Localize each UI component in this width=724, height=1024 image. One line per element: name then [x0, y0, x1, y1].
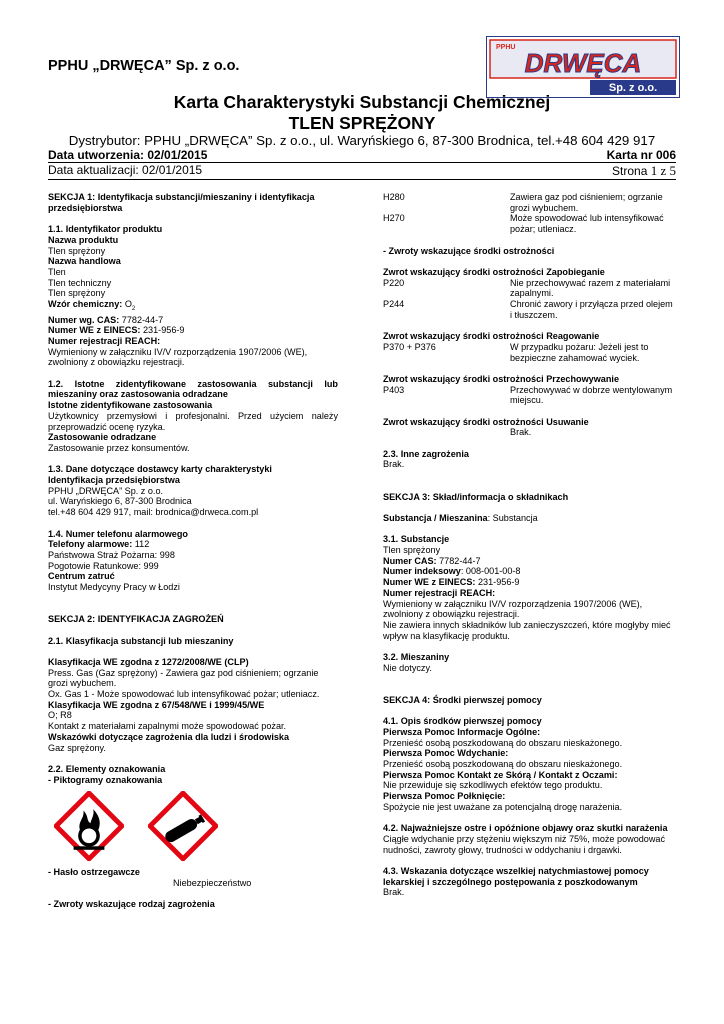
field-label: Zwrot wskazujący środki ostrożności Reagowanie [383, 331, 600, 342]
field-label: Wskazówki dotyczące zagrożenia dla ludzi i środowiska [48, 731, 290, 742]
field-label: Pierwsza Pomoc Połknięcie: [383, 791, 506, 802]
subsection-heading: 4.1. Opis środków pierwszej pomocy [383, 716, 542, 727]
company-name: PPHU „DRWĘCA” Sp. z o.o. [48, 58, 240, 74]
creation-row [48, 148, 676, 162]
field-value: Instytut Medycyny Pracy w Łodzi [48, 582, 180, 593]
page-indicator: Strona 1 z 5 [612, 163, 676, 178]
update-date: Data aktualizacji: 02/01/2015 [48, 163, 203, 177]
flame-over-circle-icon [54, 791, 124, 861]
subsection-heading: 1.3. Dane dotyczące dostawcy karty charakterystyki [48, 464, 272, 475]
field-value: Gaz sprężony. [48, 742, 106, 753]
field-value: Tlen sprężony [48, 245, 106, 256]
field-label: Nazwa produktu [48, 234, 119, 245]
cas-row: Numer wg. CAS: 7782-44-7 [48, 314, 164, 325]
precaution-row: P370 + P376 W przypadku pożaru: Jeżeli jest to bezpieczne zahamować wyciek. [383, 341, 649, 363]
field-label: - Zwroty wskazujące rodzaj zagrożenia [48, 899, 215, 910]
field-value: Spożycie nie jest uważane za potencjalną drogę narażenia. [383, 801, 623, 812]
field-value: Brak. [383, 459, 405, 470]
einecs-row: Numer WE z EINECS: 231-956-9 [48, 325, 185, 336]
field-value: Ciągłe wdychanie przy stężeniu większym niż 75%, może powodować nudności, zawroty głowy, trudności w oddychaniu i drgawki. [383, 833, 666, 855]
field-label: Zastosowanie odradzane [48, 432, 157, 443]
subsection-heading: 1.4. Numer telefonu alarmowego [48, 528, 188, 539]
subsection-heading: 4.3. Wskazania dotyczące wszelkiej natychmiastowej pomocy lekarskiej i szczególnego postępowania z poszkodowanym [383, 866, 649, 887]
formula-row: Wzór chemiczny: $O_2$ [48, 299, 136, 312]
hazard-statement-row: H270 Może spowodować lub intensyfikować pożar; utleniacz. [383, 213, 664, 235]
phones-row: Telefony alarmowe: 112 [48, 539, 150, 550]
field-value: Brak. [383, 887, 405, 898]
field-value: Tlen sprężony [383, 545, 441, 556]
precaution-row: P244 Chronić zawory i przyłącza przed olejem i tłuszczem. [383, 299, 673, 320]
section-1-heading: SEKCJA 1: Identyfikacja substancji/mieszaniny i identyfikacja przedsiębiorstwa [48, 192, 315, 213]
precaution-row: P403 Przechowywać w dobrze wentylowanym miejscu. [383, 384, 673, 406]
field-value: Nie przewiduje się szkodliwych efektów tego produktu. [383, 780, 603, 791]
right-column [383, 192, 675, 898]
creation-date: Data utworzenia: 02/01/2015 [48, 148, 208, 162]
subsection-heading: 2.2. Elementy oznakowania [48, 763, 166, 774]
subsection-heading: 3.2. Mieszaniny [383, 652, 450, 663]
field-value: Pogotowie Ratunkowe: 999 [48, 560, 159, 571]
field-label: Numer rejestracji REACH: [48, 335, 161, 346]
index-row: Numer indeksowy: 008-001-00-8 [383, 566, 521, 577]
field-value: Press. Gas (Gaz sprężony) - Zawiera gaz pod ciśnieniem; ogrzanie grozi wybuchem. [48, 667, 319, 689]
field-label: - Zwroty wskazujące środki ostrożności [383, 245, 555, 256]
field-value: tel.+48 604 429 917, mail: brodnica@drweca.com.pl [48, 507, 259, 518]
field-label: Pierwsza Pomoc Informacje Ogólne: [383, 726, 541, 737]
svg-text:PPHU: PPHU [496, 44, 516, 51]
precaution-row: P220 Nie przechowywać razem z materiałami zapalnymi. [383, 277, 671, 299]
precaution-row: Brak. [510, 427, 532, 438]
field-value: Ox. Gas 1 - Może spowodować lub intensyfikować pożar; utleniacz. [48, 689, 320, 700]
substance-row: Substancja / Mieszanina: Substancja [383, 512, 538, 523]
subsection-heading: 3.1. Substancje [383, 534, 450, 545]
field-value: ul. Waryńskiego 6, 87-300 Brodnica [48, 496, 192, 507]
field-value: Państwowa Straż Pożarna: 998 [48, 549, 175, 560]
field-value: Wymieniony w załączniku IV/V rozporządzenia 1907/2006 (WE), zwolniony z obowiązku rejestracji. [383, 598, 643, 620]
field-label: Pierwsza Pomoc Kontakt ze Skórą / Kontakt z Oczami: [383, 769, 618, 780]
subsection-heading: 2.1. Klasyfikacja substancji lub mieszaniny [48, 635, 234, 646]
field-label: Zwrot wskazujący środki ostrożności Przechowywanie [383, 373, 620, 384]
svg-text:Sp. z o.o.: Sp. z o.o. [608, 82, 658, 94]
field-value: O; R8 [48, 710, 72, 721]
field-label: Klasyfikacja WE zgodna z 1272/2008/WE (CLP) [48, 656, 249, 667]
header-divider [48, 179, 676, 180]
document-title: Karta Charakterystyki Substancji Chemicznej [173, 92, 551, 112]
field-label: Zwrot wskazujący środki ostrożności Zapobieganie [383, 266, 605, 277]
ghs-pictograms [54, 791, 338, 861]
field-label: Zwrot wskazujący środki ostrożności Usuwanie [383, 416, 589, 427]
subsection-heading: 2.3. Inne zagrożenia [383, 448, 469, 459]
field-label: Pierwsza Pomoc Wdychanie: [383, 748, 509, 759]
field-value: Nie dotyczy. [383, 662, 432, 673]
field-label: Identyfikacja przedsiębiorstwa [48, 475, 180, 486]
svg-text:DRWĘCA: DRWĘCA [524, 48, 642, 78]
card-number: Karta nr 006 [606, 148, 676, 162]
product-title: TLEN SPRĘŻONY [288, 113, 436, 133]
field-value: Wymieniony w załączniku IV/V rozporządzenia 1907/2006 (WE), zwolniony z obowiązku rejestracji. [48, 346, 308, 368]
update-row [48, 163, 676, 179]
field-label: Istotne zidentyfikowane zastosowania [48, 400, 213, 411]
field-label: Klasyfikacja WE zgodna z 67/548/WE i 1999/45/WE [48, 699, 265, 710]
field-label: Nazwa handlowa [48, 256, 121, 267]
distributor-line: Dystrybutor: PPHU „DRWĘCA” Sp. z o.o., ul. Waryńskiego 6, 87-300 Brodnica, tel.+48 604 429 917 [68, 133, 656, 148]
field-value: Przenieść osobą poszkodowaną do obszaru nieskażonego. [383, 737, 623, 748]
field-value: Nie zawiera innych składników lub zanieczyszczeń, które mogłyby mieć wpływ na klasyfikację produktu. [383, 619, 671, 641]
field-label: Numer rejestracji REACH: [383, 587, 496, 598]
left-column [48, 192, 338, 910]
field-label: Centrum zatruć [48, 571, 115, 582]
cas-row: Numer CAS: 7782-44-7 [383, 555, 481, 566]
signal-word: Niebezpieczeństwo [173, 878, 252, 889]
field-label: - Piktogramy oznakowania [48, 774, 163, 785]
field-value: Tlen sprężony [48, 288, 106, 299]
field-value: Tlen techniczny [48, 277, 112, 288]
field-label: - Hasło ostrzegawcze [48, 867, 140, 878]
field-value: Użytkownicy przemysłowi i profesjonalni. Przed użyciem należy przeprowadzić ocenę ryzyka. [48, 410, 338, 432]
subsection-heading: 1.1. Identyfikator produktu [48, 224, 163, 235]
field-value: PPHU „DRWĘCA” Sp. z o.o. [48, 485, 164, 496]
subsection-heading: 1.2. Istotne zidentyfikowane zastosowania substancji lub mieszaniny oraz zastosowania odradzane [48, 378, 338, 400]
gas-cylinder-icon [148, 791, 218, 861]
field-value: Przenieść osobą poszkodowaną do obszaru nieskażonego. [383, 759, 623, 770]
section-4-heading: SEKCJA 4: Środki pierwszej pomocy [383, 694, 542, 705]
field-value: Kontakt z materiałami zapalnymi może spowodować pożar. [48, 721, 287, 732]
company-logo [486, 36, 680, 98]
hazard-statement-row: H280 Zawiera gaz pod ciśnieniem; ogrzanie grozi wybuchem. [383, 192, 663, 213]
section-3-heading: SEKCJA 3: Skład/informacja o składnikach [383, 491, 569, 502]
einecs-row: Numer WE z EINECS: 231-956-9 [383, 577, 520, 588]
field-value: Zastosowanie przez konsumentów. [48, 442, 190, 453]
section-2-heading: SEKCJA 2: IDENTYFIKACJA ZAGROŻEŃ [48, 614, 224, 625]
subsection-heading: 4.2. Najważniejsze ostre i opóźnione objawy oraz skutki narażenia [383, 823, 668, 834]
field-value: Tlen [48, 266, 66, 277]
